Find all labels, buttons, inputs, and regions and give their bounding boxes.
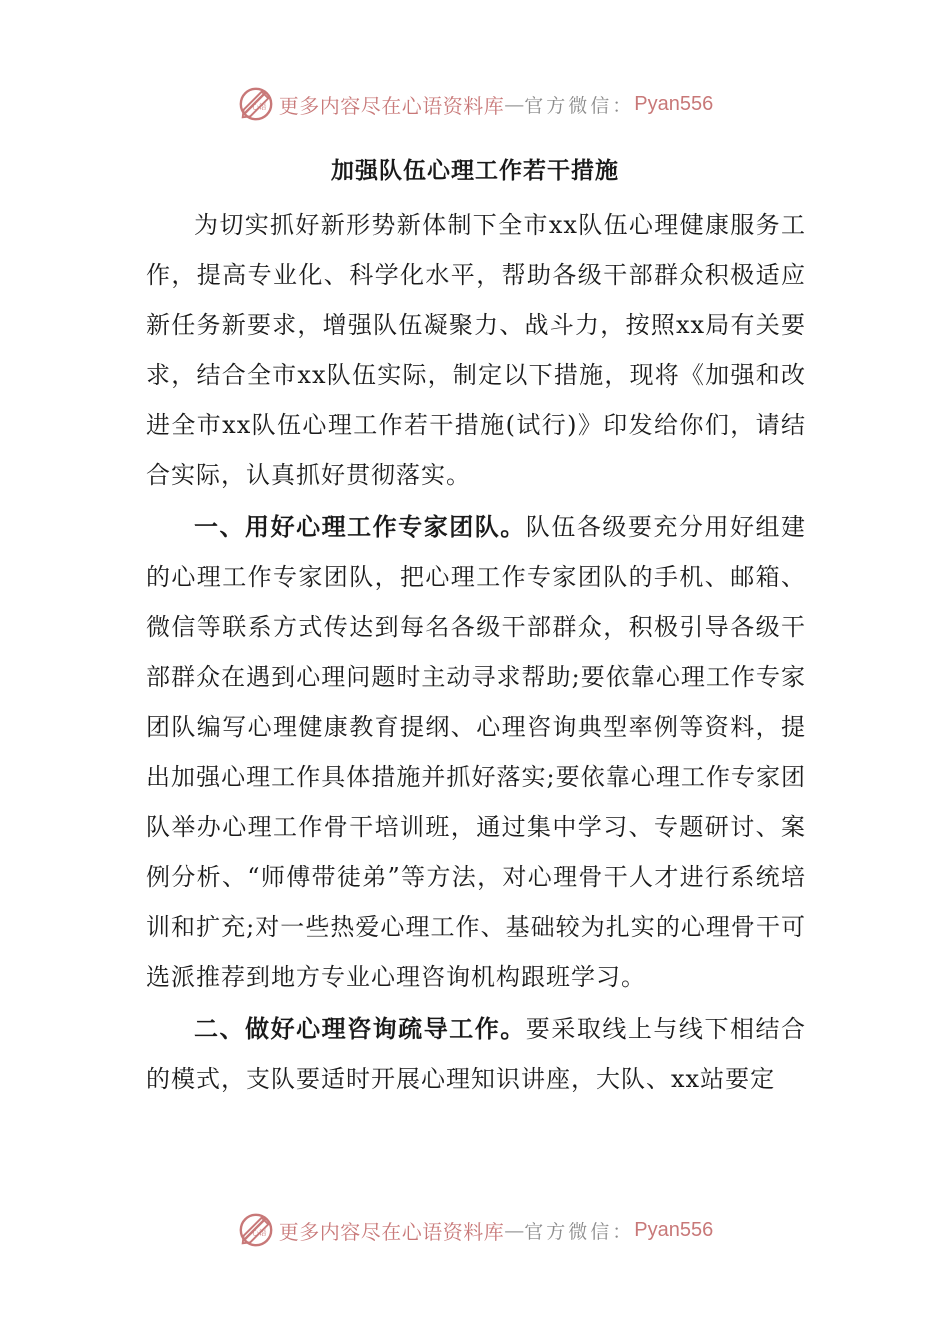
section-2-heading: 二、做好心理咨询疏导工作。 [194, 1014, 526, 1043]
section-1-body: 队伍各级要充分用好组建的心理工作专家团队，把心理工作专家团队的手机、邮箱、微信等联系方式传达到每名各级干部群众，积极引导各级干部群众在遇到心理问题时主动寻求帮助;要依靠心理工作专家团队编写心理健康教育提纲、心理咨询典型率例等资料，提出加强心理工作具体措施并抓好落实;要依靠心理工作专家团队举办心理工作骨干培训班，通过集中学习、专题研讨、案例分析、“师傅带徒弟”等方法，对心理骨干人才进行系统培训和扩充;对一些热爱心理工作、基础较为扎实的心理骨干可选派推荐到地方专业心理咨询机构跟班学习。 [146, 513, 807, 991]
watermark-account: Pyan556 [634, 1218, 714, 1241]
watermark-dash: — [504, 1218, 525, 1242]
logo-text: 心语 [251, 1227, 267, 1237]
section-2-paragraph [146, 1004, 806, 1104]
section-2-body: 要采取线上与线下相结合的模式，支队要适时开展心理知识讲座，大队、xx站要定 [146, 1015, 807, 1093]
section-1-paragraph [146, 502, 806, 1002]
logo-text: 心语 [251, 101, 267, 111]
section-1-heading: 一、用好心理工作专家团队。 [194, 512, 526, 541]
watermark-account: Pyan556 [634, 92, 714, 115]
intro-paragraph: 为切实抓好新形势新体制下全市xx队伍心理健康服务工作，提高专业化、科学化水平，帮助各级干部群众积极适应新任务新要求，增强队伍凝聚力、战斗力，按照xx局有关要求，结合全市xx队伍实际，制定以下措施，现将《加强和改进全市xx队伍心理工作若干措施(试行)》印发给你们，请结合实际，认真抓好贯彻落实。 [146, 211, 806, 489]
watermark-wechat-label: 官方微信： [524, 94, 635, 117]
brand-logo-icon [237, 85, 275, 123]
watermark-banner-bottom [0, 1208, 950, 1252]
watermark-wechat-label: 官方微信： [524, 1220, 635, 1243]
watermark-site-text: 更多内容尽在心语资料库 [278, 1219, 505, 1244]
watermark-site-text: 更多内容尽在心语资料库 [278, 93, 505, 118]
watermark-dash: — [504, 92, 525, 116]
watermark-banner-top [0, 82, 950, 126]
document-title: 加强队伍心理工作若干措施 [331, 157, 619, 184]
brand-logo-icon [237, 1211, 275, 1249]
document-body [146, 200, 806, 1104]
